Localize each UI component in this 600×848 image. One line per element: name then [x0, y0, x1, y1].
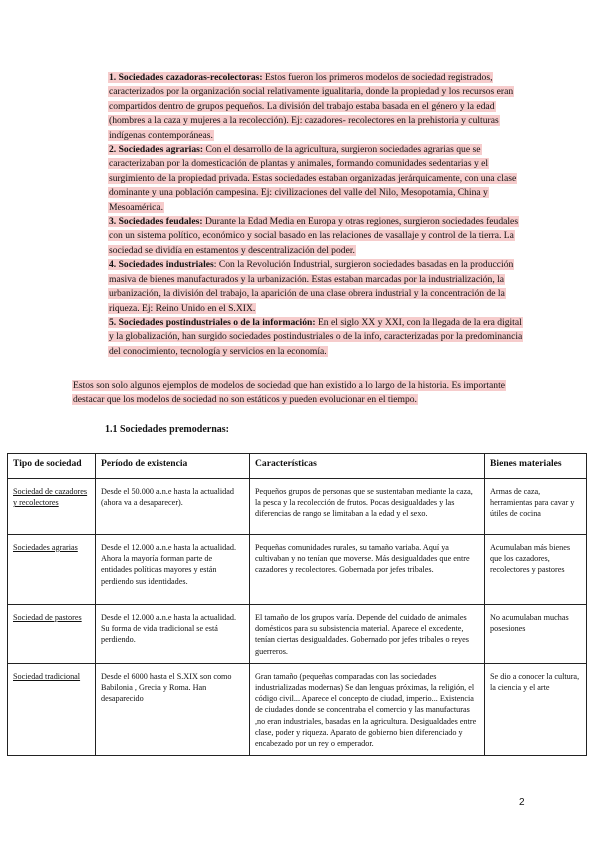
table-cell: Desde el 12.000 a.n.e hasta la actualidad. Ahora la mayoría forman parte de entidades políticas mayores y están perdiendo sus identidades. — [96, 535, 250, 605]
society-models-list — [108, 71, 528, 359]
column-header-tipo: Tipo de sociedad — [8, 454, 96, 479]
table-cell: Sociedad de cazadores y recolectores — [8, 479, 96, 535]
list-item: 4. Sociedades industriales: Con la Revolución Industrial, surgieron sociedades basadas en la producción masiva de bienes manufacturados y la urbanización. Estas estaban marcadas por la industrialización, la urbanización, la división del trabajo, la aparición de una clase obrera industrial y la concentración de la riqueza. Ej: Reino Unido en el S.XIX. — [109, 259, 514, 314]
column-header-caracteristicas: Características — [250, 454, 485, 479]
list-item: 2. Sociedades agrarias: Con el desarrollo de la agricultura, surgieron sociedades agrarias que se caracterizaban por la domesticación de plantas y animales, formando comunidades sedentarias y el surgimiento de la propiedad privada. Estas sociedades estaban organizadas jerárquicamente, con una clase dominante y una población campesina. Ej: civilizaciones del valle del Nilo, Mesopotamia, China y Mesoamérica. — [109, 144, 517, 213]
column-header-periodo: Período de existencia — [96, 454, 250, 479]
table-cell: Gran tamaño (pequeñas comparadas con las sociedades industrializadas modernas) Se dan lenguas próximas, la religión, el código civil... Aparece el concepto de ciudad, imperio... Existencia de ciudades donde se concentraba el comercio y las manufacturas ,no eran industriales, basadas en la agricultura. Desigualdades entre clase, poder y riqueza. Aparato de gobierno bien diferenciado y encabezado por un rey o emperador. — [250, 663, 485, 755]
section-heading: 1.1 Sociedades premodernas: — [105, 424, 229, 435]
table-cell: Pequeñas comunidades rurales, su tamaño variaba. Aquí ya cultivaban y no tenían que moverse. Más desigualdades que entre cazadores y recolectores. Gobernada por jefes tribales. — [250, 535, 485, 605]
table-row — [8, 479, 587, 535]
table-cell: Sociedad de pastores — [8, 605, 96, 664]
table-cell: Armas de caza, herramientas para cavar y útiles de cocina — [485, 479, 587, 535]
table-cell: Desde el 50.000 a.n.e hasta la actualidad (ahora va a desaparecer). — [96, 479, 250, 535]
table-cell: Pequeños grupos de personas que se sustentaban mediante la caza, la pesca y la recolección de frutos. Pocas desigualdades y las diferencias de rango se limitaban a la edad y el sexo. — [250, 479, 485, 535]
table-cell: Sociedad tradicional — [8, 663, 96, 755]
closing-paragraph: Estos son solo algunos ejemplos de modelos de sociedad que han existido a lo largo de la historia. Es importante destacar que los modelos de sociedad no son estáticos y pueden evolucionar en el tiempo. — [73, 380, 505, 406]
list-item: 3. Sociedades feudales: Durante la Edad Media en Europa y otras regiones, surgieron sociedades feudales con un sistema político, económico y social basado en las relaciones de vasallaje y control de la tierra. La sociedad se dividía en estamentos y descentralización del poder. — [109, 216, 519, 256]
table-header-row — [8, 454, 587, 479]
page-number: 2 — [519, 797, 525, 808]
table-cell: El tamaño de los grupos varía. Depende del cuidado de animales domésticos para su subsistencia material. Aparece el excedente, tenían ciertas desigualdades. Gobernado por jefes tribales o reyes guerreros. — [250, 605, 485, 664]
table-cell: Sociedades agrarias — [8, 535, 96, 605]
table-cell: Acumulaban más bienes que los cazadores, recolectores y pastores — [485, 535, 587, 605]
table-cell: Desde el 12.000 a.n.e hasta la actualidad. Su forma de vida tradicional se está perdiendo. — [96, 605, 250, 664]
table-cell: Se dio a conocer la cultura, la ciencia y el arte — [485, 663, 587, 755]
table-row — [8, 663, 587, 755]
table-cell: Desde el 6000 hasta el S.XIX son como Babilonia , Grecia y Roma. Han desaparecido — [96, 663, 250, 755]
premodern-societies-table — [7, 453, 587, 756]
list-item: 5. Sociedades postindustriales o de la información: En el siglo XX y XXI, con la llegada de la era digital y la globalización, han surgido sociedades postindustriales o de la info, caracterizadas por la predominancia del conocimiento, tecnología y servicios en la economía. — [109, 316, 523, 357]
table-row — [8, 535, 587, 605]
column-header-bienes: Bienes materiales — [485, 454, 587, 479]
list-item: 1. Sociedades cazadoras-recolectoras: Estos fueron los primeros modelos de sociedad registrados, caracterizados por la organización social relativamente igualitaria, donde la propiedad y los recursos eran compartidos dentro de grupos pequeños. La división del trabajo estaba basada en el género y la edad (hombres a la caza y mujeres a la recolección). Ej: cazadores- recolectores en la prehistoria y culturas indígenas contemporáneas. — [109, 72, 514, 141]
table-row — [8, 605, 587, 664]
table-cell: No acumulaban muchas posesiones — [485, 605, 587, 664]
